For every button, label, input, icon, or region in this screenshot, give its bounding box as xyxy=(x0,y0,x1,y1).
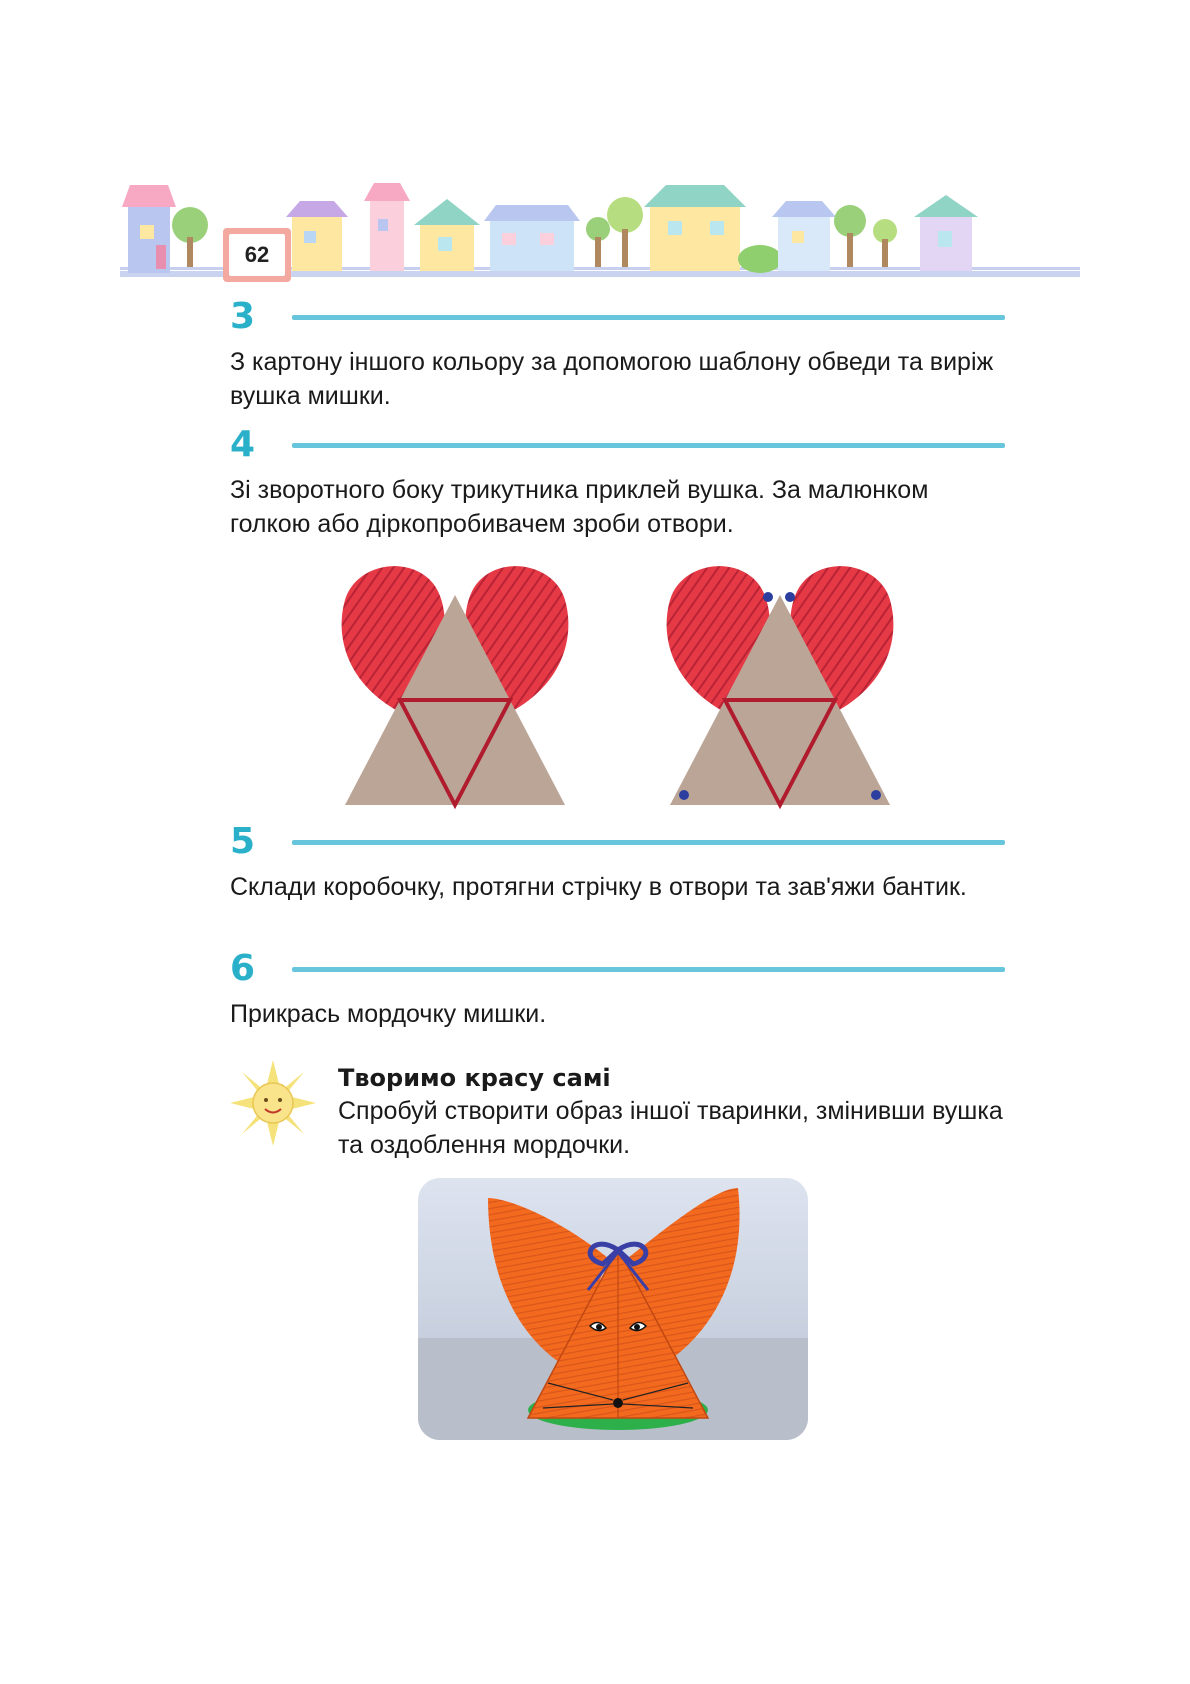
step-3 xyxy=(230,295,1005,413)
template-diagram-ears xyxy=(335,555,575,810)
step-5 xyxy=(230,820,1005,904)
hole-marker xyxy=(871,790,881,800)
step-number: 6 xyxy=(230,948,256,989)
step-instruction: Склади коробочку, протягни стрічку в отвори та зав'яжи бантик. xyxy=(230,873,967,901)
sun-icon xyxy=(230,1060,316,1146)
hole-marker xyxy=(785,592,795,602)
creative-title: Творимо красу самі xyxy=(338,1064,611,1092)
step-divider xyxy=(292,315,1005,320)
hole-marker xyxy=(763,592,773,602)
step-instruction: Прикрась мордочку мишки. xyxy=(230,1000,547,1028)
step-number: 4 xyxy=(230,424,256,465)
page-number-frame xyxy=(223,228,291,282)
fox-box-photo xyxy=(418,1178,808,1440)
step-divider xyxy=(292,840,1005,845)
step-divider xyxy=(292,967,1005,972)
step-4 xyxy=(230,423,1005,541)
hole-marker xyxy=(679,790,689,800)
creative-section xyxy=(338,1062,1008,1162)
step-number: 5 xyxy=(230,821,256,862)
step-instruction: З картону іншого кольору за допомогою шаблону обведи та виріж вушка мишки. xyxy=(230,348,994,410)
step-instruction: Зі зворотного боку трикутника приклей вушка. За малюнком голкою або діркопробивачем зроби отвори. xyxy=(230,476,929,538)
step-6 xyxy=(230,947,1005,1031)
step-divider xyxy=(292,443,1005,448)
page-number: 62 xyxy=(229,234,285,276)
creative-text: Спробуй створити образ іншої тваринки, змінивши вушка та оздоблення мордочки. xyxy=(338,1097,1003,1159)
step-number: 3 xyxy=(230,296,256,337)
template-diagram-holes xyxy=(660,555,900,810)
